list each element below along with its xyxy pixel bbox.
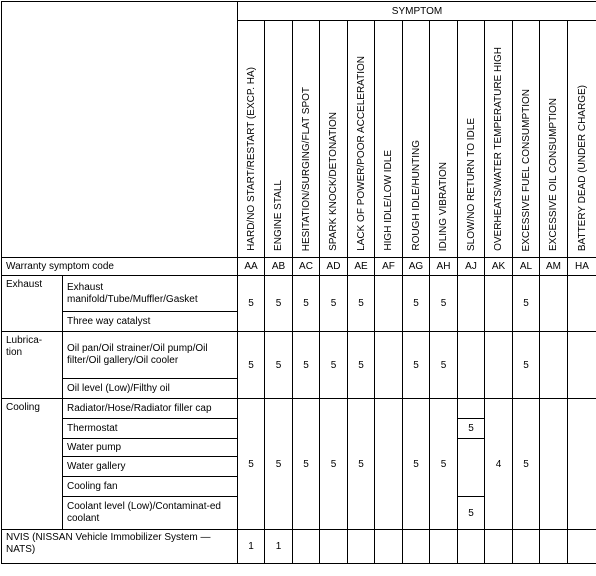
symptom-name: OVERHEATS/WATER TEMPERATURE HIGH xyxy=(493,47,504,251)
value-cell: 5 xyxy=(320,399,348,530)
value-cell xyxy=(320,530,348,564)
table-row xyxy=(2,530,596,564)
symptom-code: AC xyxy=(293,258,320,276)
value-cell: 5 xyxy=(348,332,375,399)
part-item: Water pump xyxy=(63,439,238,457)
value-cell xyxy=(375,276,403,332)
value-cell: 5 xyxy=(320,276,348,332)
part-item: Three way catalyst xyxy=(63,312,238,332)
part-item: Water gallery xyxy=(63,457,238,477)
warranty-code-row xyxy=(2,258,596,276)
part-item: Exhaust manifold/Tube/Muffler/Gasket xyxy=(63,276,238,312)
value-cell: 5 xyxy=(265,332,293,399)
value-cell: 4 xyxy=(485,399,513,530)
part-item: Thermostat xyxy=(63,419,238,439)
symptom-code: AE xyxy=(348,258,375,276)
symptom-name: BATTERY DEAD (UNDER CHARGE) xyxy=(577,85,588,251)
symptom-name: ENGINE STALL xyxy=(273,180,284,251)
value-cell xyxy=(348,530,375,564)
symptom-name: IDLING VIBRATION xyxy=(438,162,449,251)
value-cell xyxy=(485,530,513,564)
symptom-code: HA xyxy=(568,258,596,276)
symptom-code: AB xyxy=(265,258,293,276)
nvis-label: NVIS (NISSAN Vehicle Immobilizer System — NATS) xyxy=(2,530,238,564)
value-cell: 5 xyxy=(348,276,375,332)
value-cell xyxy=(485,276,513,332)
symptom-code: AA xyxy=(238,258,265,276)
value-cell xyxy=(513,530,540,564)
value-cell xyxy=(458,530,485,564)
part-item: Coolant level (Low)/Contaminat-ed coolant xyxy=(63,497,238,530)
value-cell xyxy=(568,276,596,332)
value-cell xyxy=(403,530,430,564)
warranty-label: Warranty symptom code xyxy=(2,258,238,276)
symptom-code: AL xyxy=(513,258,540,276)
table-row xyxy=(2,399,596,419)
value-cell xyxy=(540,399,568,530)
symptom-code: AD xyxy=(320,258,348,276)
value-cell xyxy=(458,399,485,419)
value-cell xyxy=(375,530,403,564)
value-cell: 1 xyxy=(238,530,265,564)
value-cell xyxy=(568,530,596,564)
value-cell xyxy=(458,332,485,399)
value-cell: 5 xyxy=(348,399,375,530)
symptom-name: ROUGH IDLE/HUNTING xyxy=(411,140,422,251)
symptom-code: AH xyxy=(430,258,458,276)
value-cell: 5 xyxy=(265,399,293,530)
symptom-name: LACK OF POWER/POOR ACCELERATION xyxy=(356,56,367,251)
value-cell: 5 xyxy=(403,276,430,332)
value-cell: 5 xyxy=(430,399,458,530)
value-cell: 5 xyxy=(265,276,293,332)
value-cell xyxy=(293,530,320,564)
value-cell: 5 xyxy=(403,332,430,399)
category-lubrication: Lubrica-tion xyxy=(2,332,63,399)
value-cell: 5 xyxy=(238,276,265,332)
value-cell xyxy=(540,276,568,332)
value-cell: 5 xyxy=(513,332,540,399)
value-cell: 5 xyxy=(238,399,265,530)
value-cell: 5 xyxy=(238,332,265,399)
table-row xyxy=(2,332,596,379)
value-cell xyxy=(458,439,485,497)
part-item: Cooling fan xyxy=(63,477,238,497)
symptom-header: SYMPTOM xyxy=(238,2,596,21)
value-cell xyxy=(540,332,568,399)
value-cell: 5 xyxy=(458,497,485,530)
part-item: Oil pan/Oil strainer/Oil pump/Oil filter/Oil gallery/Oil cooler xyxy=(63,332,238,379)
value-cell: 5 xyxy=(430,332,458,399)
value-cell xyxy=(458,276,485,332)
value-cell: 5 xyxy=(320,332,348,399)
symptom-code: AJ xyxy=(458,258,485,276)
symptom-name: SPARK KNOCK/DETONATION xyxy=(328,112,339,251)
symptom-name: SLOW/NO RETURN TO IDLE xyxy=(466,118,477,251)
value-cell xyxy=(375,399,403,530)
value-cell xyxy=(485,332,513,399)
category-exhaust: Exhaust xyxy=(2,276,63,332)
value-cell xyxy=(568,399,596,530)
table-row xyxy=(2,276,596,312)
value-cell xyxy=(568,332,596,399)
symptom-code: AG xyxy=(403,258,430,276)
part-item: Oil level (Low)/Filthy oil xyxy=(63,379,238,399)
symptom-name: EXCESSIVE FUEL CONSUMPTION xyxy=(521,89,532,251)
value-cell: 5 xyxy=(430,276,458,332)
value-cell: 5 xyxy=(293,399,320,530)
symptom-name: HARD/NO START/RESTART (EXCP. HA) xyxy=(246,67,257,251)
symptom-code: AK xyxy=(485,258,513,276)
value-cell: 5 xyxy=(293,276,320,332)
value-cell: 5 xyxy=(513,276,540,332)
symptom-code: AF xyxy=(375,258,403,276)
value-cell: 1 xyxy=(265,530,293,564)
symptom-name: EXCESSIVE OIL CONSUMPTION xyxy=(548,98,559,251)
value-cell: 5 xyxy=(403,399,430,530)
corner-cell xyxy=(2,2,238,258)
value-cell xyxy=(430,530,458,564)
symptom-name: HESITATION/SURGING/FLAT SPOT xyxy=(301,87,312,251)
symptom-table xyxy=(1,1,596,564)
value-cell xyxy=(375,332,403,399)
value-cell: 5 xyxy=(513,399,540,530)
symptom-code: AM xyxy=(540,258,568,276)
value-cell xyxy=(540,530,568,564)
value-cell: 5 xyxy=(293,332,320,399)
part-item: Radiator/Hose/Radiator filler cap xyxy=(63,399,238,419)
value-cell: 5 xyxy=(458,419,485,439)
symptom-name: HIGH IDLE/LOW IDLE xyxy=(383,150,394,251)
category-cooling: Cooling xyxy=(2,399,63,530)
